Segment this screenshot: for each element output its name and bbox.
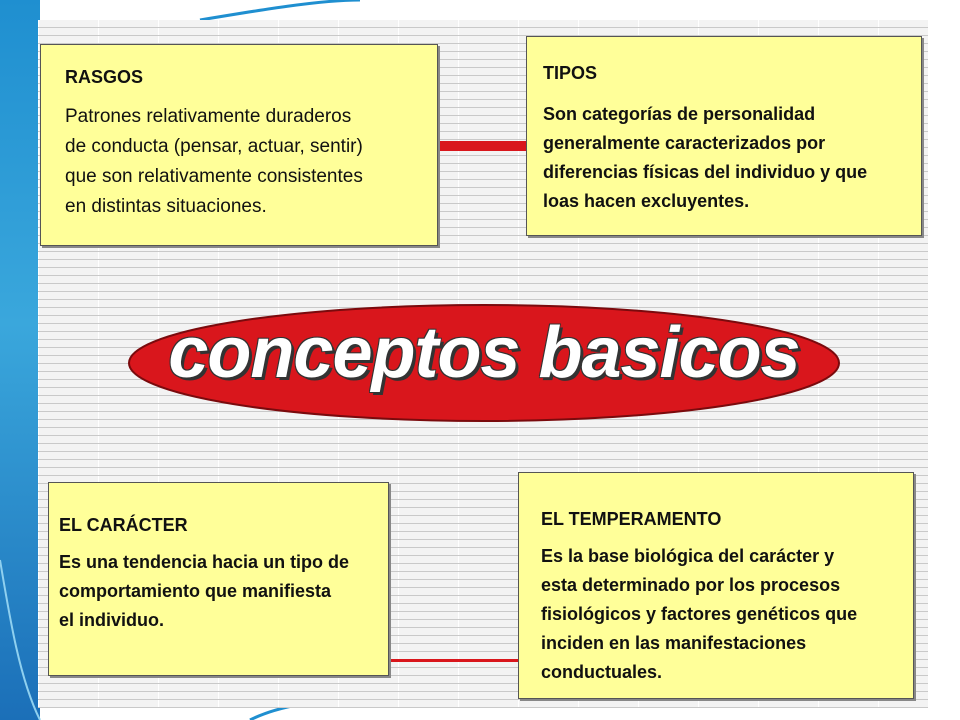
box-rasgos-line: Patrones relativamente duraderos — [65, 106, 352, 127]
box-tipos-title: TIPOS — [543, 63, 598, 83]
box-tipos-line: loas hacen excluyentes. — [543, 191, 750, 211]
connector-top — [438, 141, 526, 151]
box-temperamento-line: fisiológicos y factores genéticos que — [541, 604, 858, 624]
box-rasgos-line: de conducta (pensar, actuar, sentir) — [65, 136, 363, 157]
box-caracter-title: EL CARÁCTER — [59, 515, 188, 535]
box-temperamento-line: esta determinado por los procesos — [541, 575, 841, 595]
box-temperamento — [518, 472, 914, 699]
box-caracter-line: el individuo. — [59, 610, 165, 630]
box-caracter — [48, 482, 389, 676]
box-tipos-line: generalmente caracterizados por — [543, 133, 826, 153]
box-tipos-line: diferencias físicas del individuo y que — [543, 162, 868, 182]
connector-bottom — [389, 659, 519, 662]
box-rasgos-line: en distintas situaciones. — [65, 196, 267, 217]
center-title: conceptos basicos — [168, 313, 800, 393]
box-rasgos — [40, 44, 438, 246]
box-caracter-line: comportamiento que manifiesta — [59, 581, 332, 601]
box-temperamento-title: EL TEMPERAMENTO — [541, 509, 722, 529]
box-temperamento-line: inciden en las manifestaciones — [541, 633, 807, 653]
box-tipos — [526, 36, 922, 236]
box-caracter-line: Es una tendencia hacia un tipo de — [59, 552, 350, 572]
box-temperamento-line: conductuales. — [541, 662, 663, 682]
box-temperamento-line: Es la base biológica del carácter y — [541, 546, 835, 566]
box-tipos-line: Son categorías de personalidad — [543, 104, 816, 124]
box-rasgos-title: RASGOS — [65, 67, 144, 87]
box-rasgos-line: que son relativamente consistentes — [65, 166, 363, 187]
